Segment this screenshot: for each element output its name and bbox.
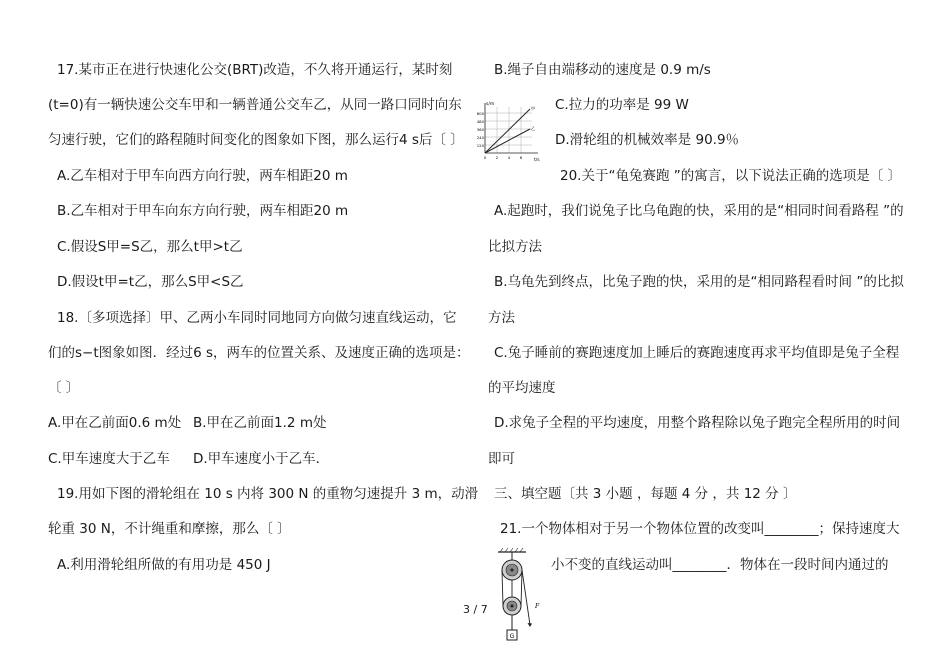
q18-option-a: A.甲在乙前面0.6 m处 <box>48 415 182 431</box>
graph-x-tick: 6 <box>519 155 523 160</box>
q17-option-a: A.乙车相对于甲车向西方向行驶，两车相距20 m <box>57 168 348 184</box>
q18-line2: 们的s−t图象如图．经过6 s，两车的位置关系、及速度正确的选项是： <box>48 345 470 361</box>
q17-option-b: B.乙车相对于甲车向东方向行驶，两车相距20 m <box>57 203 349 219</box>
q21-line1: 21.一个物体相对于另一个物体位置的改变叫________；保持速度大 <box>500 521 900 537</box>
q19-option-d: D.滑轮组的机械效率是 90.9％ <box>555 132 740 148</box>
q18-line3: 〔 〕 <box>48 380 80 396</box>
graph-x-tick: 2 <box>495 155 499 160</box>
section-3-heading: 三、填空题〔共 3 小题 ，每题 4 分 ，共 12 分 〕 <box>494 486 797 502</box>
q20-option-c-2: 的平均速度 <box>488 380 556 396</box>
q17-line1: 17.某市正在进行快速化公交(BRT)改造，不久将开通运行，某时刻 <box>57 62 453 78</box>
page-number: 3 / 7 <box>463 603 488 616</box>
graph-y-tick: 240 <box>476 135 484 140</box>
graph-label-jia: 甲 <box>531 106 535 111</box>
q18-option-b: B.甲在乙前面1.2 m处 <box>193 415 327 431</box>
st-graph-figure <box>474 99 546 165</box>
q20-option-b-1: B.乌龟先到终点，比兔子跑的快，采用的是“相同路程看时间 ”的比拟 <box>494 274 904 290</box>
q20-option-d-1: D.求兔子全程的平均速度，用整个路程除以兔子跑完全程所用的时间 <box>494 415 901 431</box>
q17-line2: (t=0)有一辆快速公交车甲和一辆普通公交车乙，从同一路口同时向东 <box>48 97 462 113</box>
q20-option-a-1: A.起跑时，我们说兔子比乌龟跑的快，采用的是“相同时间看路程 ”的 <box>494 203 904 219</box>
q20-option-d-2: 即可 <box>488 451 515 467</box>
pulley-system-figure <box>490 546 542 646</box>
fixed-pulley-axle <box>511 569 514 572</box>
graph-y-tick: 360 <box>476 127 484 132</box>
movable-pulley-axle <box>511 605 514 608</box>
force-label: F <box>535 603 540 610</box>
graph-y-tick: 480 <box>476 119 484 124</box>
weight-label: G <box>509 633 515 640</box>
graph-y-tick: 600 <box>476 111 484 116</box>
graph-x-tick: 4 <box>507 155 511 160</box>
graph-y-label: s/m <box>486 102 495 107</box>
q18-option-d: D.甲车速度小于乙车． <box>193 451 330 467</box>
q19-option-b: B.绳子自由端移动的速度是 0.9 m/s <box>494 62 711 78</box>
q20-line1: 20.关于“龟兔赛跑 ”的寓言，以下说法正确的选项是〔 〕 <box>560 168 902 184</box>
q18-line1: 18.〔多项选择〕甲、乙两小车同时同地同方向做匀速直线运动，它 <box>57 310 457 326</box>
q19-line2: 轮重 30 N，不计绳重和摩擦，那么〔 〕 <box>48 521 291 537</box>
q17-option-c: C.假设S甲=S乙，那么t甲>t乙 <box>57 239 243 255</box>
q21-line2: 小不变的直线运动叫________．物体在一段时间内通过的 <box>551 557 889 573</box>
force-arrowhead <box>528 623 533 627</box>
q20-option-b-2: 方法 <box>488 310 515 326</box>
graph-line-yi <box>485 129 530 153</box>
q19-option-a: A.利用滑轮组所做的有用功是 450 J <box>57 557 271 573</box>
graph-x-tick: 0 <box>483 155 487 160</box>
graph-label-yi: 乙 <box>531 126 535 131</box>
q17-line3: 匀速行驶，它们的路程随时间变化的图象如下图，那么运行4 s后〔 〕 <box>48 132 464 148</box>
q20-option-a-2: 比拟方法 <box>488 239 542 255</box>
q17-option-d: D.假设t甲=t乙，那么S甲<S乙 <box>57 274 244 290</box>
q20-option-c-1: C.兔子睡前的赛跑速度加上睡后的赛跑速度再求平均值即是兔子全程 <box>494 345 900 361</box>
q18-option-c: C.甲车速度大于乙车 <box>48 451 170 467</box>
graph-x-label: t/s <box>534 158 540 163</box>
graph-y-tick: 120 <box>476 143 484 148</box>
q19-line1: 19.用如下图的滑轮组在 10 s 内将 300 N 的重物匀速提升 3 m，动滑 <box>57 486 479 502</box>
q19-option-c: C.拉力的功率是 99 W <box>555 97 689 113</box>
graph-line-jia <box>485 109 530 153</box>
